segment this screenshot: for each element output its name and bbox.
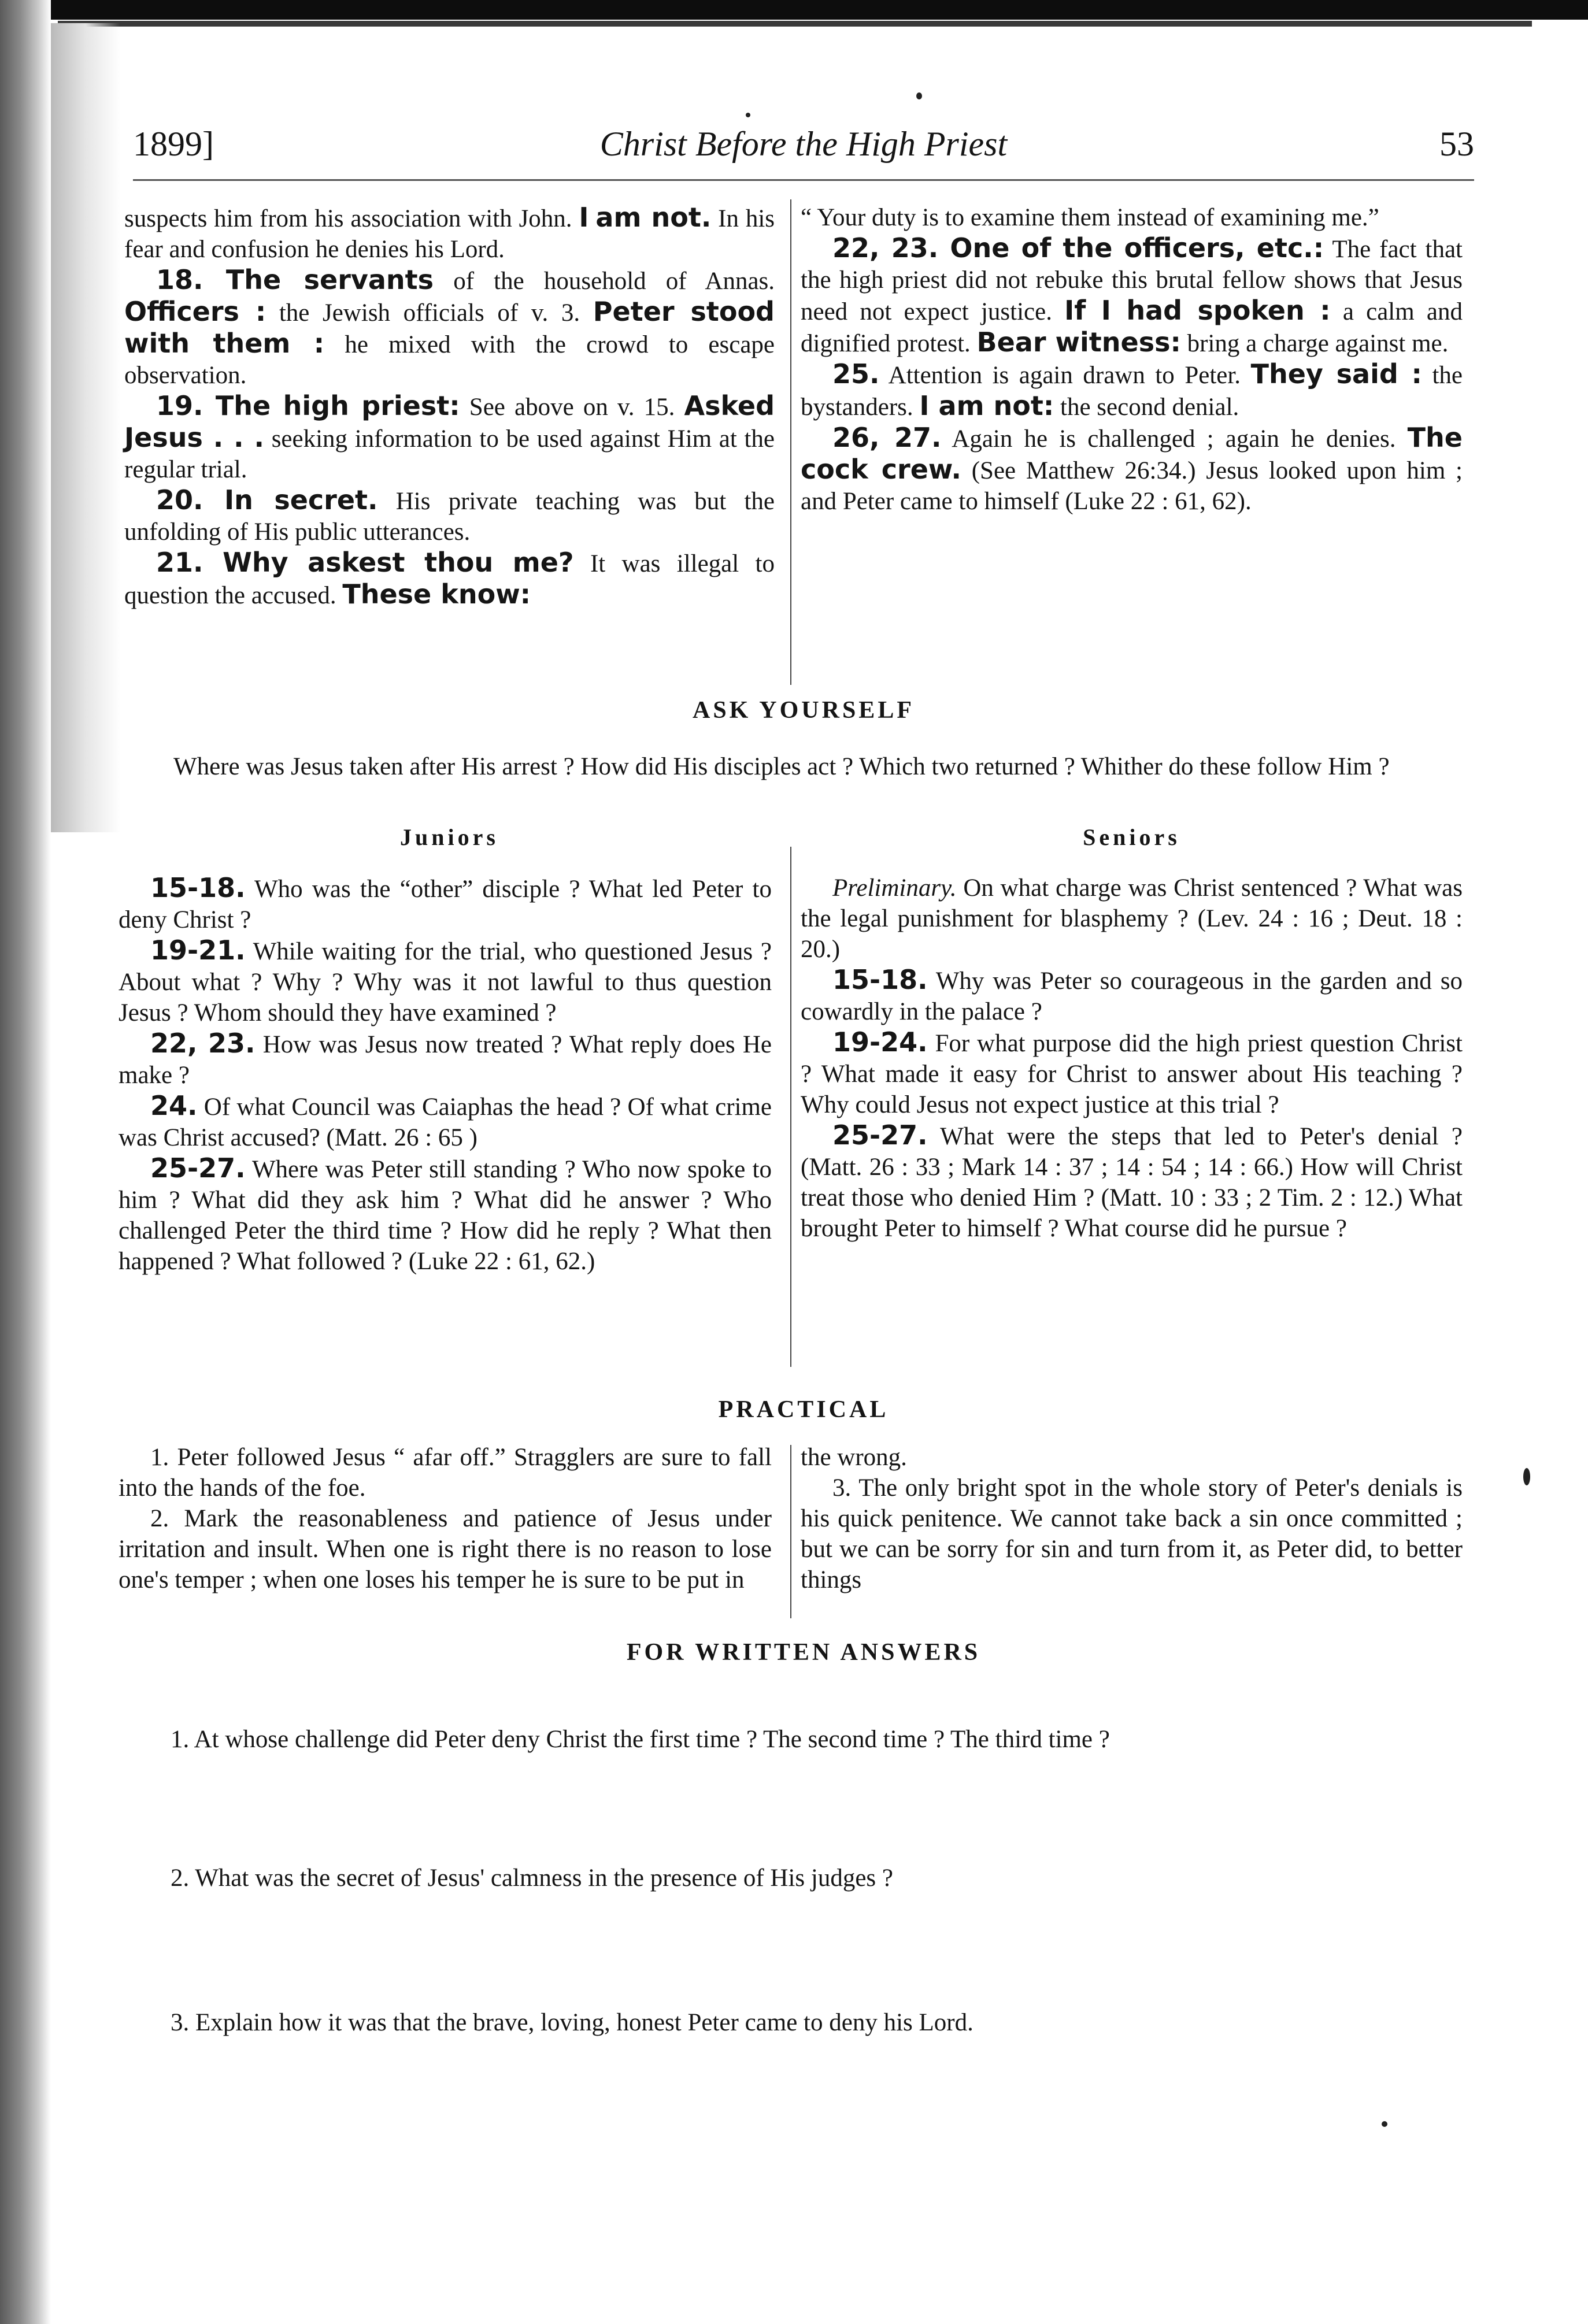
- note-paragraph: [124, 391, 775, 485]
- juniors-questions: [119, 873, 772, 1277]
- note-text: the Jewish officials of v. 3.: [266, 299, 593, 327]
- practical-left-column: [119, 1442, 772, 1595]
- header-rule: [133, 179, 1474, 181]
- note-text: suspects him from his association with John.: [124, 205, 579, 232]
- scan-left-edge-shadow: [51, 23, 120, 832]
- note-text: His private teaching was but the unfolding of His public utterances.: [124, 488, 775, 546]
- question-item: [119, 1153, 772, 1277]
- question-text: On what charge was Christ sentenced ? What was the legal punishment for blasphemy ? (Lev. 24 : 16 ; Deut. 18 : 20.): [801, 874, 1463, 963]
- note-text: Attention is again drawn to Peter.: [879, 362, 1251, 389]
- note-paragraph: [801, 233, 1463, 359]
- note-text: bring a charge against me.: [1180, 330, 1449, 357]
- note-paragraph: [124, 485, 775, 547]
- note-keyword: If I had spoken :: [1064, 295, 1331, 326]
- question-item: [801, 1120, 1463, 1244]
- practical-point: 1. Peter followed Jesus “ afar off.” Stragglers are sure to fall into the hands of the foe.: [119, 1444, 772, 1502]
- note-keyword: I: [579, 202, 589, 233]
- question-ref: 19-21.: [150, 935, 246, 966]
- column-divider: [790, 1445, 791, 1618]
- running-head-year: 1899]: [133, 125, 214, 163]
- note-keyword: 20. In secret.: [156, 484, 378, 516]
- notes-right-column: [801, 202, 1463, 517]
- written-answers-heading: FOR WRITTEN ANSWERS: [626, 1639, 981, 1666]
- note-keyword: The cock crew.: [801, 422, 1463, 485]
- scan-left-edge: [0, 0, 51, 2324]
- written-question-text: 1. At whose challenge did Peter deny Christ the first time ? The second time ? The third time ?: [171, 1726, 1110, 1753]
- note-text: the bystanders.: [801, 362, 1463, 421]
- practical-right-column: [801, 1442, 1463, 1595]
- question-ref: 19-24.: [832, 1026, 928, 1058]
- note-keyword: Officers :: [124, 296, 266, 327]
- question-ref: Preliminary.: [832, 874, 957, 902]
- note-keyword: I am not:: [919, 390, 1054, 421]
- note-text: In his fear and confusion he denies his Lord.: [124, 205, 775, 263]
- note-text: It was illegal to question the accused.: [124, 550, 775, 609]
- practical-heading: PRACTICAL: [718, 1396, 889, 1423]
- written-question-text: 2. What was the secret of Jesus' calmness in the presence of His judges ?: [171, 1865, 894, 1892]
- question-ref: 24.: [150, 1090, 198, 1121]
- note-paragraph: [124, 547, 775, 611]
- question-text: Of what Council was Caiaphas the head ? Of what crime was Christ accused? (Matt. 26 : 65 ): [119, 1094, 772, 1151]
- note-text: he mixed with the crowd to escape observation.: [124, 331, 775, 389]
- scan-speck: [746, 113, 750, 117]
- practical-point: the wrong.: [801, 1444, 907, 1471]
- note-text: of the household of Annas.: [434, 268, 775, 295]
- note-text: the second denial.: [1054, 394, 1239, 421]
- question-item: [119, 1028, 772, 1091]
- note-text: seeking information to be used against Him at the regular trial.: [124, 425, 775, 483]
- note-paragraph: [124, 265, 775, 391]
- practical-point: 2. Mark the reasonableness and patience of Jesus under irritation and insult. When one is right there is no reason to lose one's temper ; when one loses his temper he is sure to be put in: [119, 1505, 772, 1593]
- scan-speck: [1523, 1468, 1530, 1485]
- note-keyword: Peter stood with them :: [124, 296, 775, 359]
- note-keyword: am not.: [595, 202, 712, 233]
- note-text: (See Matthew 26:34.) Jesus looked upon him ; and Peter came to himself (Luke 22 : 61, 62).: [801, 457, 1463, 515]
- note-keyword: 19. The high priest:: [156, 390, 460, 421]
- scan-speck: [916, 92, 922, 99]
- question-item: [801, 965, 1463, 1027]
- question-text: How was Jesus now treated ? What reply does He make ?: [119, 1031, 772, 1089]
- note-paragraph: [801, 422, 1463, 517]
- note-keyword: They said :: [1250, 358, 1422, 390]
- note-keyword: 21. Why askest thou me?: [156, 547, 574, 578]
- juniors-label: Juniors: [400, 824, 499, 850]
- note-paragraph: [124, 202, 775, 265]
- practical-point: 3. The only bright spot in the whole story of Peter's denials is his quick penitence. We cannot take back a sin once committed ; but we can be sorry for sin and turn from it, as Peter did, to better things: [801, 1474, 1463, 1593]
- question-ref: 15-18.: [150, 872, 246, 903]
- written-question-3: [171, 1982, 1477, 2063]
- note-text: Again he is challenged ; again he denies.: [941, 425, 1408, 453]
- note-keyword: 18. The servants: [156, 264, 434, 295]
- question-text: While waiting for the trial, who questioned Jesus ? About what ? Why ? Why was it not lawful to thus question Jesus ? Whom should they have examined ?: [119, 938, 772, 1026]
- running-head: [133, 124, 1474, 176]
- column-divider: [790, 847, 791, 1367]
- seniors-questions: [801, 873, 1463, 1244]
- note-keyword: 25.: [832, 358, 880, 390]
- question-item: [119, 1091, 772, 1153]
- question-item: [119, 935, 772, 1028]
- question-item: [119, 873, 772, 935]
- note-paragraph: [801, 202, 1463, 233]
- question-text: Why was Peter so courageous in the garden and so cowardly in the palace ?: [801, 968, 1463, 1025]
- note-text: “ Your duty is to examine them instead of examining me.”: [801, 204, 1379, 231]
- note-text: The fact that the high priest did not rebuke this brutal fellow shows that Jesus need not expect justice.: [801, 236, 1463, 325]
- ask-intro-text: Where was Jesus taken after His arrest ? How did His disciples act ? Which two returned ? Whither do these follow Him ?: [173, 753, 1390, 780]
- notes-left-column: [124, 202, 775, 611]
- written-question-2: [171, 1838, 1477, 1918]
- page-number: 53: [1439, 125, 1474, 163]
- ask-intro: [116, 751, 1480, 782]
- note-text: a calm and dignified protest.: [801, 298, 1463, 357]
- note-keyword: 26, 27.: [832, 422, 942, 453]
- question-ref: 25-27.: [832, 1120, 928, 1151]
- note-keyword: Bear witness:: [976, 327, 1181, 358]
- scan-speck: [1382, 2121, 1387, 2127]
- question-text: What were the steps that led to Peter's denial ? (Matt. 26 : 33 ; Mark 14 : 37 ; 14 : 54 ; 14 : 66.) How will Christ treat those who denied Him ? (Matt. 10 : 33 ; 2 Tim. 2 : 12.) What brought Peter to himself ? What course did he pursue ?: [801, 1123, 1463, 1242]
- note-keyword: These know:: [342, 579, 531, 610]
- question-text: Who was the “other” disciple ? What led Peter to deny Christ ?: [119, 876, 772, 933]
- note-keyword: 22, 23. One of the officers, etc.:: [832, 232, 1324, 264]
- seniors-label: Seniors: [1083, 824, 1180, 850]
- scan-top-border-shadow: [58, 21, 1532, 27]
- note-paragraph: [801, 359, 1463, 422]
- question-item: [801, 873, 1463, 965]
- note-text: See above on v. 15.: [460, 394, 684, 421]
- note-keyword: Asked Jesus . . .: [124, 390, 775, 453]
- question-text: For what purpose did the high priest question Christ ? What made it easy for Christ to answer about His teaching ? Why could Jesus not expect justice at this trial ?: [801, 1030, 1463, 1118]
- column-divider: [790, 199, 791, 685]
- question-ref: 22, 23.: [150, 1028, 256, 1059]
- written-question-1: [171, 1699, 1477, 1780]
- ask-yourself-heading: ASK YOURSELF: [692, 697, 915, 724]
- question-item: [801, 1027, 1463, 1120]
- question-text: Where was Peter still standing ? Who now spoke to him ? What did they ask him ? What did he answer ? Who challenged Peter the third time ? How did he reply ? What then happened ? What followed ? (Luke 22 : 61, 62.): [119, 1156, 772, 1275]
- written-question-text: 3. Explain how it was that the brave, loving, honest Peter came to deny his Lord.: [171, 2009, 973, 2036]
- scan-top-border: [0, 0, 1588, 20]
- question-ref: 15-18.: [832, 964, 928, 995]
- question-ref: 25-27.: [150, 1152, 246, 1184]
- running-head-title: Christ Before the High Priest: [599, 125, 1008, 163]
